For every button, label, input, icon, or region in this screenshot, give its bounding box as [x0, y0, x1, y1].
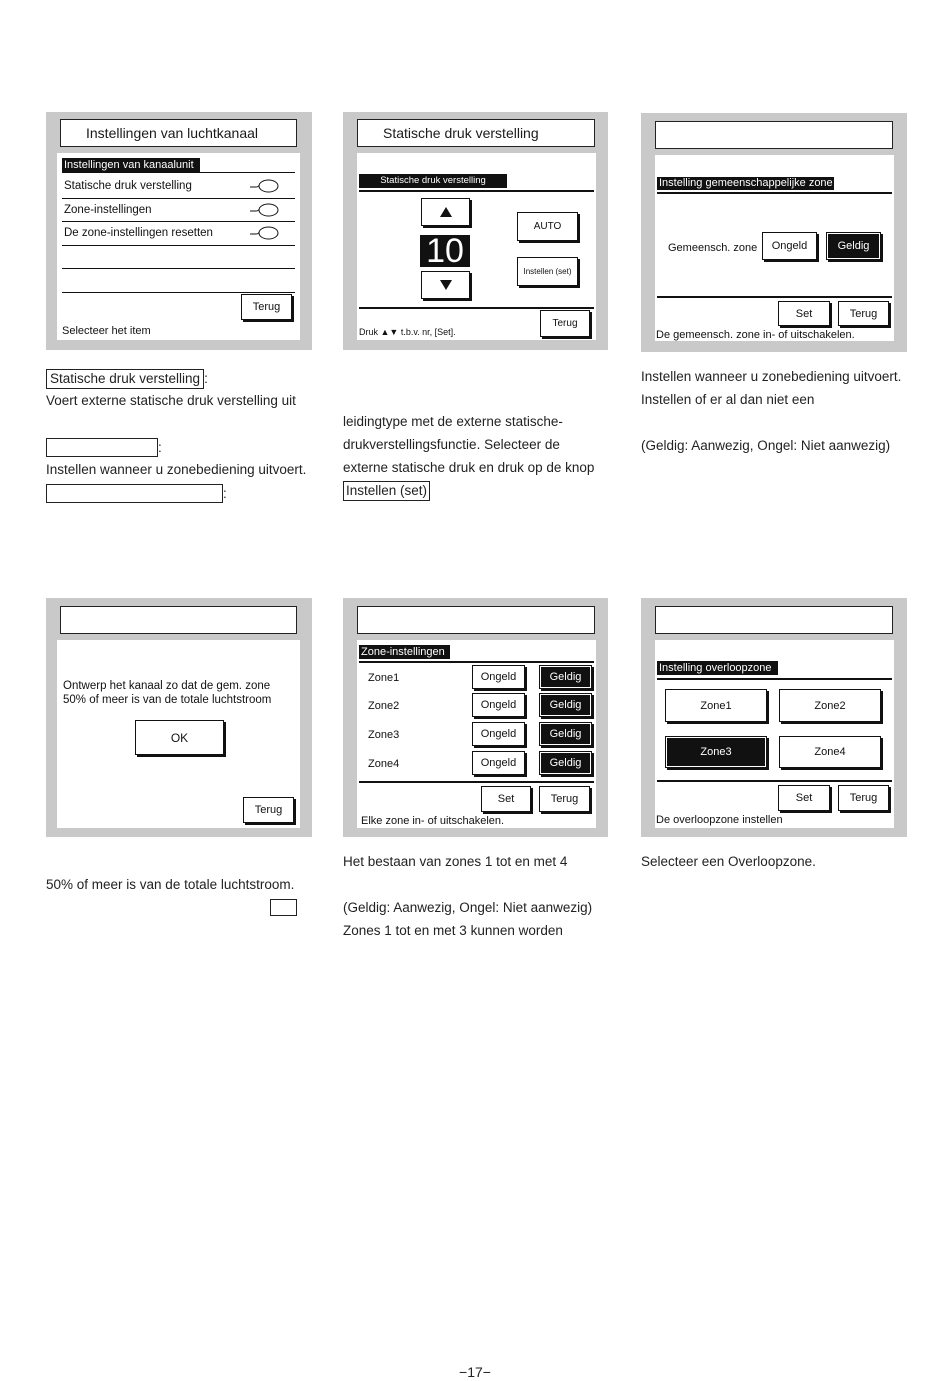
header-rule: [359, 661, 594, 663]
blank-term-box: [46, 438, 158, 457]
zone-label: Zone1: [368, 672, 400, 684]
static-pressure-panel: [343, 112, 608, 350]
menu-item-reset-zones[interactable]: De zone-instellingen resetten: [64, 227, 213, 239]
footer-rule: [657, 296, 892, 298]
caption-line: (Geldig: Aanwezig, Ongel: Niet aanwezig): [343, 900, 593, 915]
screen-header: Instelling overloopzone: [657, 661, 778, 675]
caption-line: leidingtype met de externe statische-: [343, 414, 563, 429]
caption-line: Instellen of er al dan niet een: [641, 392, 815, 407]
lcd-display: [357, 153, 596, 340]
header-rule: [657, 678, 892, 680]
footer-rule: [359, 307, 594, 309]
status-line: Druk ▲▼ t.b.v. nr, [Set].: [359, 327, 456, 337]
pointer-hand-icon[interactable]: [249, 226, 279, 240]
blank-term-box: [46, 484, 223, 503]
screen-header: Statische druk verstelling: [359, 174, 507, 188]
zone2-valid-button[interactable]: Geldig: [539, 693, 592, 717]
screen-title: Statische druk verstelling: [357, 119, 595, 147]
row-rule: [62, 198, 295, 199]
back-button[interactable]: Terug: [539, 786, 590, 812]
pointer-hand-icon[interactable]: [249, 179, 279, 193]
lcd-display: [655, 155, 894, 341]
zone2-invalid-button[interactable]: Ongeld: [472, 693, 525, 717]
status-line: De gemeensch. zone in- of uitschakelen.: [656, 329, 855, 341]
screen-title: [60, 606, 297, 634]
common-zone-label: Gemeensch. zone: [668, 242, 758, 254]
boxed-term: Instellen (set): [343, 481, 430, 501]
pointer-hand-icon[interactable]: [249, 203, 279, 217]
caption-blank-term: [46, 438, 162, 457]
back-button[interactable]: Terug: [540, 310, 590, 337]
zone3-invalid-button[interactable]: Ongeld: [472, 722, 525, 746]
header-rule: [62, 172, 295, 173]
separator: :: [158, 440, 162, 455]
overflow-zone4-button[interactable]: Zone4: [779, 736, 881, 768]
caption-set-term: [343, 481, 430, 501]
common-zone-panel: [641, 113, 907, 352]
down-arrow-icon: [440, 280, 452, 290]
zone-label: Zone2: [368, 700, 400, 712]
caption-line: Voert externe statische druk verstelling uit: [46, 393, 296, 408]
caption-line: drukverstellingsfunctie. Selecteer de: [343, 437, 560, 452]
screen-title: [655, 121, 893, 149]
lcd-display: [357, 640, 596, 828]
separator: :: [204, 371, 208, 386]
zone3-valid-button[interactable]: Geldig: [539, 722, 592, 746]
back-button[interactable]: Terug: [838, 301, 889, 326]
screen-header: Instelling gemeenschappelijke zone: [659, 177, 833, 189]
header-rule: [359, 190, 594, 192]
status-line: De overloopzone instellen: [656, 814, 783, 826]
zone4-valid-button[interactable]: Geldig: [539, 751, 592, 775]
caption-static-pressure-term: [46, 369, 208, 389]
zone1-invalid-button[interactable]: Ongeld: [472, 665, 525, 689]
row-rule: [62, 292, 295, 293]
overflow-zone2-button[interactable]: Zone2: [779, 689, 881, 722]
screen-title: [357, 606, 595, 634]
set-button[interactable]: Instellen (set): [517, 257, 578, 286]
screen-header: Zone-instellingen: [359, 645, 450, 659]
status-line: Elke zone in- of uitschakelen.: [361, 815, 505, 827]
menu-item-zone-settings[interactable]: Zone-instellingen: [64, 204, 152, 216]
caption-line: Selecteer een Overloopzone.: [641, 854, 816, 869]
blank-term-box: [270, 899, 297, 916]
row-rule: [62, 245, 295, 246]
up-arrow-icon: [440, 207, 452, 217]
caption-line: Het bestaan van zones 1 tot en met 4: [343, 854, 568, 869]
caption-line: Zones 1 tot en met 3 kunnen worden: [343, 923, 563, 938]
zone1-valid-button[interactable]: Geldig: [539, 665, 592, 689]
caption-line: Instellen wanneer u zonebediening uitvoert.: [641, 369, 902, 384]
zone-label: Zone4: [368, 758, 400, 770]
header-rule: [657, 192, 892, 194]
caption-line: (Geldig: Aanwezig, Ongel: Niet aanwezig): [641, 438, 891, 453]
page-number: −17−: [459, 1364, 491, 1380]
caption-line: externe statische druk en druk op de knop: [343, 460, 595, 475]
separator: :: [223, 486, 227, 501]
zone4-invalid-button[interactable]: Ongeld: [472, 751, 525, 775]
menu-header: Instellingen van kanaalunit: [62, 158, 200, 172]
lcd-display: [57, 153, 300, 340]
overflow-zone-panel: [641, 598, 907, 837]
caption-blank-term: [46, 484, 227, 503]
caption-line: Instellen wanneer u zonebediening uitvoert.: [46, 462, 307, 477]
pressure-value-display: 10: [420, 235, 470, 267]
row-rule: [62, 268, 295, 269]
row-rule: [62, 221, 295, 222]
back-button[interactable]: Terug: [241, 294, 292, 320]
common-zone-valid-button[interactable]: Geldig: [826, 232, 881, 260]
back-button[interactable]: Terug: [838, 785, 889, 811]
common-zone-invalid-button[interactable]: Ongeld: [762, 232, 817, 260]
lcd-display: [57, 640, 300, 828]
auto-button[interactable]: AUTO: [517, 212, 578, 241]
zone-settings-panel: [343, 598, 608, 837]
set-button[interactable]: Set: [481, 786, 531, 812]
zone-label: Zone3: [368, 729, 400, 741]
menu-item-static-pressure[interactable]: Statische druk verstelling: [64, 180, 192, 192]
overflow-zone1-button[interactable]: Zone1: [665, 689, 767, 722]
status-line: Selecteer het item: [62, 325, 151, 337]
set-button[interactable]: Set: [778, 301, 830, 326]
back-button[interactable]: Terug: [243, 797, 294, 823]
overflow-zone3-button[interactable]: Zone3: [665, 736, 767, 768]
duct-settings-panel: [46, 112, 312, 350]
decrease-button[interactable]: [421, 271, 470, 299]
lcd-display: [655, 640, 894, 828]
notice-message-line: 50% of meer is van de totale luchtstroom: [63, 694, 272, 706]
screen-title: Instellingen van luchtkanaal: [60, 119, 297, 147]
increase-button[interactable]: [421, 198, 470, 226]
footer-rule: [657, 780, 892, 782]
screen-title: [655, 606, 893, 634]
design-notice-panel: [46, 598, 312, 837]
ok-button[interactable]: OK: [135, 720, 224, 755]
footer-rule: [359, 781, 594, 783]
set-button[interactable]: Set: [778, 785, 830, 811]
notice-message-line: Ontwerp het kanaal zo dat de gem. zone: [63, 680, 271, 692]
boxed-term: Statische druk verstelling: [46, 369, 204, 389]
caption-line: 50% of meer is van de totale luchtstroom.: [46, 877, 295, 892]
